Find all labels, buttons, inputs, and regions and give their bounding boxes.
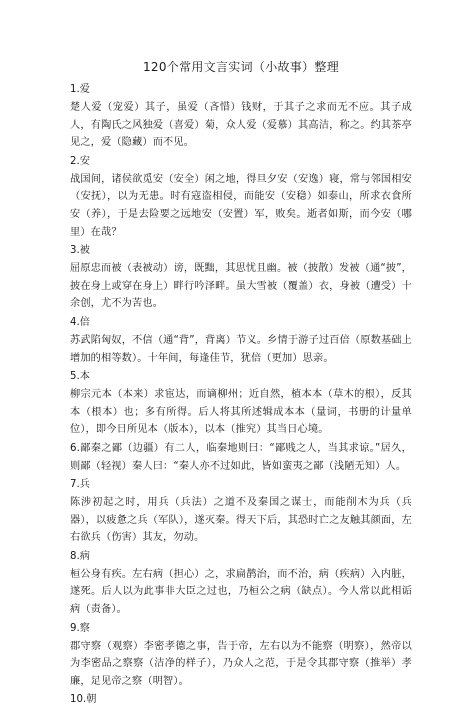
- section-heading: 4.倍: [70, 316, 90, 328]
- section-2: [70, 154, 412, 241]
- section-paragraph: 楚人爱（宠爱）其子，虽爱（吝惜）钱财，于其子之求而无不应。其子成人，有陶氏之风独爱（喜爱）菊，众人爱（爱慕）其高洁，称之。约其茶亭见之，爱（隐藏）而不见。: [70, 102, 412, 149]
- section-7: [70, 477, 412, 547]
- section-paragraph: 桓公身有疾。左右病（担心）之，求扁鹊治，而不治，病（疾病）入内脏，遂死。后人以为此事非大臣之过也，乃桓公之病（缺点）。今人常以此相诟病（责备）。: [70, 568, 412, 616]
- section-heading: 9.察: [70, 622, 90, 634]
- section-heading: 1.爱: [70, 84, 90, 95]
- section-8: [70, 549, 412, 619]
- section-5: [70, 369, 412, 439]
- section-text: 秦之鄙（边疆）有二人，临秦地则曰：“鄙贱之人，当其求谅。”居久，则鄙（轻视）秦人曰：“秦人亦不过如此，皆如蛮夷之鄙（浅陋无知）人。: [70, 442, 412, 472]
- section-paragraph: 柳宗元本（本来）求宦达，而谪柳州；近自然，植本本（草木的根），反其本（根本）也；多有所得。后人将其所述辑成本本（量词，书册的计量单位），即今日所见本（版本），以本（推究）其当日心境。: [70, 389, 412, 436]
- section-6: [70, 440, 412, 475]
- section-paragraph: 郡守察（观察）李密孝德之事，告于帝，左右以为不能察（明察），然帝以为李密品之察察（洁净的样子），乃众人之范，于是令其郡守察（推举）孝廉，足见帝之察（明智）。: [70, 640, 412, 687]
- section-heading: 10.朝: [70, 694, 97, 706]
- section-3: [70, 243, 412, 313]
- section-heading: 2.安: [70, 155, 90, 167]
- section-paragraph: 屈原忠而被（表被动）谤，既黜，其思忧且幽。被（披散）发被（通“披”，披在身上或穿在身上）畔行吟泽畔。虽大雪被（覆盖）衣，身被（遭受）十余创，尤不为苦也。: [70, 263, 412, 310]
- section-heading: 8.病: [70, 550, 90, 562]
- section-heading: 3.被: [70, 245, 90, 257]
- section-heading: 5.本: [70, 371, 90, 383]
- section-9: [70, 621, 412, 691]
- section-10: [70, 692, 412, 708]
- section-4: [70, 315, 412, 367]
- section-1: [70, 82, 412, 152]
- section-heading: 6.鄙: [70, 442, 91, 454]
- section-paragraph: 苏武陷匈奴，不信（通“背”，背离）节义。乡情于游子过百倍（原数基础上增加的相等数）。十年间，每逢佳节，犹倍（更加）思亲。: [70, 334, 412, 364]
- section-paragraph: 陈涉初起之时，用兵（兵法）之道不及秦国之谋士，而能削木为兵（兵器），以疲惫之兵（军队），遂灭秦。得天下后，其恐时亡之友触其颜面，左右欲兵（伤害）其友，勿动。: [70, 497, 412, 544]
- section-heading: 7.兵: [70, 479, 90, 491]
- section-paragraph: 战国间，诸侯欲觅安（安全）闲之地，得旦夕安（安逸）寝，常与邻国相安（安抚），以为无患。时有寇盗相侵，而能安（安稳）如泰山，所求衣食所安（养），于是去险要之远地安（安置）军，败矣。逝者如斯，而今安（哪里）在哉？: [70, 173, 412, 238]
- document-title: 120个常用文言实词（小故事）整理: [142, 60, 339, 74]
- section-paragraph: [70, 440, 412, 475]
